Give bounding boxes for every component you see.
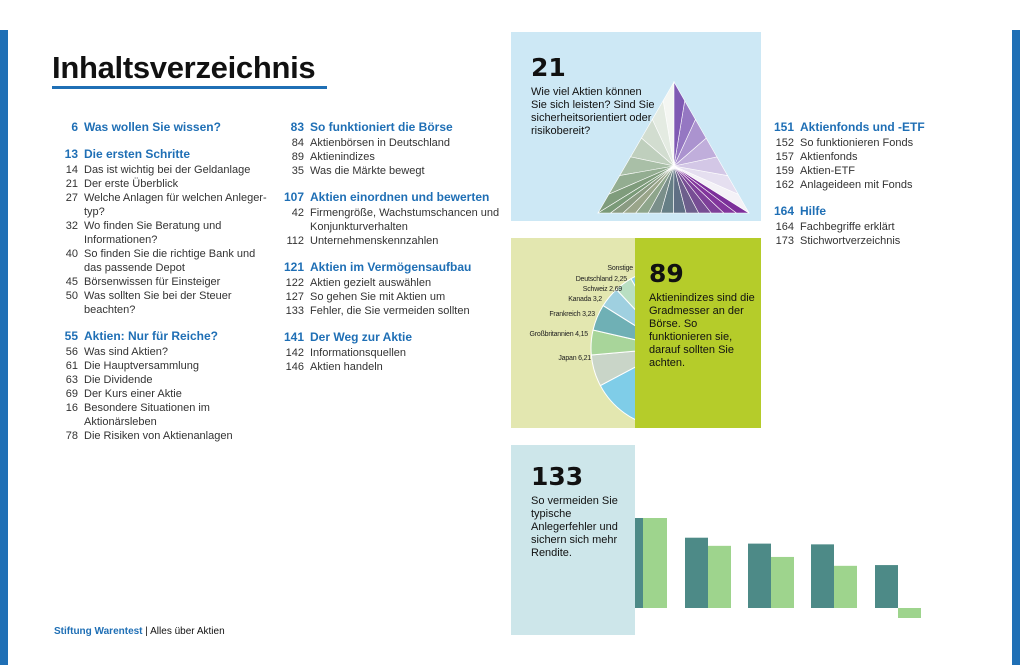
toc-entry-page: 32 — [65, 220, 78, 232]
toc-entry[interactable] — [54, 345, 274, 359]
pie-label-kanada: Kanada 3,2 — [568, 296, 602, 303]
toc-entry-page: 157 — [775, 151, 794, 163]
toc-entry-page: 50 — [65, 290, 78, 302]
toc-section-page: 141 — [283, 330, 304, 344]
toc-section-page: 55 — [64, 329, 78, 343]
toc-entry-page: 27 — [65, 192, 78, 204]
toc-entry-text: Aktienbörsen in Deutschland — [310, 137, 451, 149]
toc-entry-text: Firmengröße, Wachstumschancen und Konjunkturverhalten — [310, 207, 500, 233]
toc-entry-page: 152 — [775, 137, 794, 149]
title-underline — [52, 86, 327, 89]
toc-entry-page: 69 — [65, 388, 78, 400]
toc-entry-page: 142 — [285, 347, 304, 359]
toc-section-title: Der Weg zur Aktie — [310, 330, 413, 344]
toc-entry[interactable] — [280, 346, 500, 360]
toc-entry[interactable] — [54, 401, 274, 429]
toc-entry[interactable] — [770, 178, 990, 192]
callout-21-number: 21 — [531, 53, 566, 82]
toc-section-page: 151 — [773, 120, 794, 134]
toc-entry-page: 16 — [65, 402, 78, 414]
toc-entry-page: 89 — [291, 151, 304, 163]
toc-entry-text: Informationsquellen — [310, 347, 407, 359]
toc-section-title: Aktien im Vermögensaufbau — [310, 260, 472, 274]
toc-entry-page: 78 — [65, 430, 78, 442]
toc-section-title: Die ersten Schritte — [84, 147, 191, 161]
toc-entry-text: Börsenwissen für Einsteiger — [84, 276, 221, 288]
toc-section-title: So funktioniert die Börse — [310, 120, 453, 134]
bar-green — [771, 557, 794, 608]
toc-section-page: 6 — [71, 120, 78, 134]
toc-section — [54, 120, 274, 135]
callout-21-text: Wie viel Aktien können Sie sich leisten? Sind Sie sicherheitsorientiert oder risikobereit? — [531, 86, 655, 137]
toc-section-page: 107 — [283, 190, 304, 204]
toc-entry[interactable] — [280, 290, 500, 304]
footer-separator: | — [145, 626, 148, 637]
toc-entry-page: 63 — [65, 374, 78, 386]
toc-entry[interactable] — [280, 360, 500, 374]
toc-entry[interactable] — [54, 191, 274, 219]
toc-section-page: 83 — [290, 120, 304, 134]
toc-entry[interactable] — [54, 429, 274, 443]
toc-entry-text: Anlageideen mit Fonds — [800, 179, 913, 191]
callout-133-text: So vermeiden Sie typische Anlegerfehler und sichern sich mehr Rendite. — [531, 495, 618, 559]
toc-section — [280, 260, 500, 318]
toc-entry-text: Was die Märkte bewegt — [310, 165, 425, 177]
toc-entry-page: 45 — [65, 276, 78, 288]
toc-entry-text: Was sind Aktien? — [84, 346, 168, 358]
bar-teal — [875, 565, 898, 608]
toc-section — [280, 190, 500, 248]
callout-21-box — [511, 32, 761, 221]
toc-section-heading[interactable] — [54, 120, 274, 135]
toc-entry-text: Fehler, die Sie vermeiden sollten — [310, 305, 470, 317]
toc-entry-page: 42 — [291, 207, 304, 219]
pyramid-graphic — [511, 32, 761, 221]
toc-entry-text: Der Kurs einer Aktie — [84, 388, 182, 400]
toc-entry-page: 84 — [291, 137, 304, 149]
toc-entry[interactable] — [54, 163, 274, 177]
toc-section — [770, 120, 990, 192]
footer-subtitle: Alles über Aktien — [150, 626, 225, 637]
toc-entry-text: So funktionieren Fonds — [800, 137, 914, 149]
toc-entry[interactable] — [280, 234, 500, 248]
pie-label-japan: Japan 6,21 — [558, 355, 591, 362]
toc-entry-text: Aktienfonds — [800, 151, 858, 163]
toc-entry-page: 40 — [65, 248, 78, 260]
toc-section-heading[interactable] — [280, 260, 500, 275]
toc-column-3 — [770, 120, 990, 260]
toc-entry[interactable] — [280, 150, 500, 164]
toc-entry-text: Aktienindizes — [310, 151, 375, 163]
toc-entry[interactable] — [280, 206, 500, 234]
toc-section-title: Was wollen Sie wissen? — [84, 120, 221, 134]
toc-section-page: 121 — [283, 260, 304, 274]
toc-entry-text: Unternehmenskennzahlen — [310, 235, 439, 247]
footer-brand: Stiftung Warentest — [54, 626, 143, 637]
toc-entry-text: Aktien gezielt auswählen — [310, 277, 432, 289]
toc-section-title: Aktienfonds und -ETF — [800, 120, 925, 134]
toc-section-heading[interactable] — [770, 120, 990, 135]
toc-entry-text: Welche Anlagen für welchen Anleger-typ? — [84, 192, 267, 218]
footer — [54, 626, 225, 637]
toc-section — [54, 147, 274, 317]
toc-section-heading[interactable] — [770, 204, 990, 219]
toc-entry-text: Das ist wichtig bei der Geldanlage — [84, 164, 251, 176]
toc-section-heading[interactable] — [54, 329, 274, 344]
toc-entry[interactable] — [54, 177, 274, 191]
callout-89-number: 89 — [649, 259, 684, 288]
bar-green — [834, 566, 857, 608]
toc-section — [280, 330, 500, 374]
toc-section — [280, 120, 500, 178]
toc-entry-page: 112 — [286, 235, 304, 247]
toc-entry[interactable] — [770, 164, 990, 178]
toc-entry[interactable] — [280, 304, 500, 318]
toc-entry[interactable] — [54, 387, 274, 401]
toc-entry-text: So gehen Sie mit Aktien um — [310, 291, 446, 303]
toc-entry[interactable] — [54, 373, 274, 387]
toc-entry[interactable] — [280, 136, 500, 150]
toc-section-page: 164 — [773, 204, 794, 218]
bar-green — [708, 546, 731, 608]
pie-label-frankreich: Frankreich 3,23 — [549, 311, 595, 318]
toc-entry-page: 162 — [775, 179, 794, 191]
callout-133-number: 133 — [531, 462, 584, 491]
toc-entry-text: Stichwortverzeichnis — [800, 235, 901, 247]
toc-entry[interactable] — [770, 234, 990, 248]
bar-graphic — [635, 445, 935, 635]
bar-green — [898, 608, 921, 618]
left-edge-bar — [0, 30, 8, 665]
pie-chart-panel — [511, 238, 635, 428]
toc-section-title: Aktien einordnen und bewerten — [310, 190, 490, 204]
toc-entry-text: Was sollten Sie bei der Steuer beachten? — [84, 290, 232, 316]
bar-teal — [635, 518, 643, 608]
toc-entry[interactable] — [54, 247, 274, 275]
pie-label-deutschland: Deutschland 2,25 — [575, 276, 627, 283]
callout-89-text: Aktienindizes sind die Gradmesser an der Börse. So funktionieren sie, darauf sollten Sie achten. — [649, 292, 755, 369]
toc-entry[interactable] — [54, 275, 274, 289]
page-title: Inhaltsverzeichnis — [52, 50, 316, 85]
toc-entry-page: 127 — [285, 291, 304, 303]
bar-green — [643, 518, 667, 608]
toc-entry-page: 21 — [65, 178, 78, 190]
toc-entry[interactable] — [770, 136, 990, 150]
toc-entry-text: Aktien-ETF — [800, 165, 856, 177]
right-edge-bar — [1012, 30, 1020, 665]
toc-entry-text: Besondere Situationen im Aktionärsleben — [84, 402, 210, 428]
toc-column-1 — [54, 120, 274, 455]
toc-entry-page: 35 — [291, 165, 304, 177]
toc-entry-text: Der erste Überblick — [84, 178, 179, 190]
toc-entry-page: 159 — [775, 165, 794, 177]
toc-entry-text: Die Hauptversammlung — [84, 360, 199, 372]
toc-entry-text: Die Dividende — [84, 374, 153, 386]
toc-entry[interactable] — [54, 289, 274, 317]
toc-section — [770, 204, 990, 248]
bar-teal — [685, 538, 708, 608]
bar-teal — [811, 544, 834, 608]
callout-133-box — [511, 445, 635, 635]
pie-label-sonstige: Sonstige — [607, 265, 633, 272]
pie-label-grossbritannien: Großbritannien 4,15 — [529, 331, 588, 338]
toc-entry[interactable] — [770, 220, 990, 234]
toc-entry[interactable] — [280, 276, 500, 290]
toc-section-heading[interactable] — [280, 330, 500, 345]
toc-entry-page: 56 — [65, 346, 78, 358]
toc-section-page: 13 — [64, 147, 78, 161]
toc-entry-page: 61 — [65, 360, 78, 372]
toc-section — [54, 329, 274, 443]
toc-entry-text: Die Risiken von Aktienanlagen — [84, 430, 233, 442]
toc-entry-text: Fachbegriffe erklärt — [800, 221, 895, 233]
toc-entry[interactable] — [280, 164, 500, 178]
toc-entry[interactable] — [770, 150, 990, 164]
toc-section-title: Aktien: Nur für Reiche? — [84, 329, 219, 343]
toc-entry-text: Aktien handeln — [310, 361, 383, 373]
toc-section-title: Hilfe — [800, 204, 827, 218]
toc-entry-page: 122 — [285, 277, 304, 289]
toc-entry[interactable] — [54, 359, 274, 373]
bar-teal — [748, 544, 771, 608]
toc-entry-text: Wo finden Sie Beratung und Informationen? — [84, 220, 222, 246]
toc-section-heading[interactable] — [280, 190, 500, 205]
toc-entry-page: 146 — [285, 361, 304, 373]
toc-entry-page: 164 — [775, 221, 794, 233]
toc-section-heading[interactable] — [280, 120, 500, 135]
callout-89-box — [635, 238, 761, 428]
toc-entry[interactable] — [54, 219, 274, 247]
toc-section-heading[interactable] — [54, 147, 274, 162]
pie-label-schweiz: Schweiz 2,69 — [582, 286, 622, 293]
toc-entry-text: So finden Sie die richtige Bank und das passende Depot — [84, 248, 256, 274]
toc-entry-page: 173 — [775, 235, 794, 247]
toc-entry-page: 133 — [285, 305, 304, 317]
toc-entry-page: 14 — [65, 164, 78, 176]
toc-column-2 — [280, 120, 500, 386]
